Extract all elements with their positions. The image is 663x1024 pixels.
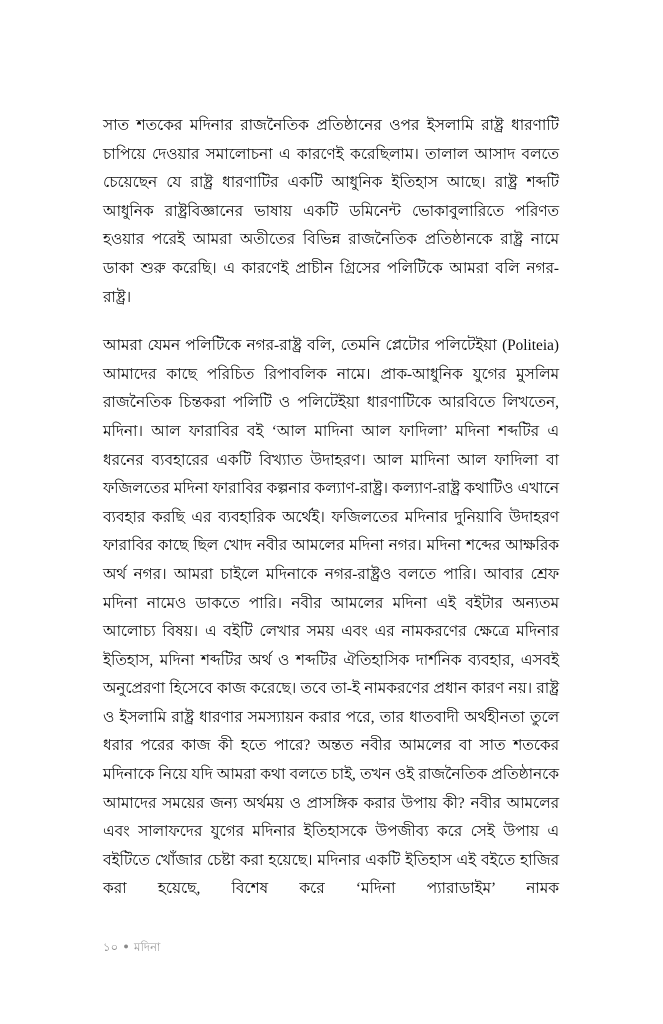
paragraph-2-segment-2: আমাদের কাছে পরিচিত রিপাবলিক নামে। প্রাক-আধুনিক যুগের মুসলিম রাজনৈতিক চিন্তকরা পলিটি ও পলিটেইয়া ধারণাটিকে আরবিতে লিখতেন, মদিনা। আল ফারাবির বই ‘আল মাদিনা আল ফাদিলা’ মদিনা শব্দটির এ ধরনের ব্যবহারের একটি বিখ্যাত উদাহরণ। আল মাদিনা আল ফাদিলা বা ফজিলতের মদিনা ফারাবির কল্পনার কল্যাণ-রাষ্ট্র। কল্যাণ-রাষ্ট্র কথাটিও এখানে ব্যবহার করছি এর ব্যবহারিক অর্থেই। ফজিলতের মদিনার দুনিয়াবি উদাহরণ ফারাবির কাছে ছিল খোদ নবীর আমলের মদিনা নগর। মদিনা শব্দের আক্ষরিক অর্থ নগর। আমরা চাইলে মদিনাকে নগর-রাষ্ট্রও বলতে পারি। আবার শ্রেফ মদিনা নামেও ডাকতে পারি। নবীর আমলের মদিনা এই বইটার অন্যতম আলোচ্য বিষয়। এ বইটি লেখার সময় এবং এর নামকরণের ক্ষেত্রে মদিনার ইতিহাস, মদিনা শব্দটির অর্থ ও শব্দটির ঐতিহাসিক দার্শনিক ব্যবহার, এসবই অনুপ্রেরণা হিসেবে কাজ করেছে। তবে তা-ই নামকরণের প্রধান কারণ নয়। রাষ্ট্র ও ইসলামি রাষ্ট্র ধারণার সমস্যায়ন করার পরে, তার ধাতবাদী অর্থহীনতা তুলে ধরার পরের কাজ কী হতে পারে? অন্তত নবীর আমলের বা সাত শতকের মদিনাকে নিয়ে যদি আমরা কথা বলতে চাই, তখন ওই রাজনৈতিক প্রতিষ্ঠানকে আমাদের সময়ের জন্য অর্থময় ও প্রাসঙ্গিক করার উপায় কী? নবীর আমলের এবং সালাফদের যুগের মদিনার ইতিহাসকে উপজীব্য করে সেই উপায় এ বইটিতে খোঁজার চেষ্টা করা হয়েছে। মদিনার একটি ইতিহাস এই বইতে হাজির করা হয়েছে, বিশেষ করে ‘মদিনা প্যারাডাইম’ নামক: [103, 365, 559, 898]
paragraph-2-segment-1: আমরা যেমন পলিটিকে নগর-রাষ্ট্র বলি, তেমনি প্লেটোর পলিটেইয়া: [103, 337, 503, 355]
page-footer: [103, 938, 559, 956]
footer-book-title: মদিনা: [133, 942, 161, 954]
footer-page-number: ১০: [103, 942, 119, 954]
latin-term-politeia: (Politeia): [502, 337, 559, 355]
page-text-column: [103, 112, 559, 904]
footer-separator-dot: ●: [123, 941, 129, 951]
body-paragraph-2: [103, 332, 559, 904]
body-paragraph-1: সাত শতকের মদিনার রাজনৈতিক প্রতিষ্ঠানের ওপর ইসলামি রাষ্ট্র ধারণাটি চাপিয়ে দেওয়ার সমালোচনা এ কারণেই করেছিলাম। তালাল আসাদ বলতে চেয়েছেন যে রাষ্ট্র ধারণাটির একটি আধুনিক ইতিহাস আছে। রাষ্ট্র শব্দটি আধুনিক রাষ্ট্রবিজ্ঞানের ভাষায় একটি ডমিনেন্ট ভোকাবুলারিতে পরিণত হওয়ার পরেই আমরা অতীতের বিভিন্ন রাজনৈতিক প্রতিষ্ঠানকে রাষ্ট্র নামে ডাকা শুরু করেছি। এ কারণেই প্রাচীন গ্রিসের পলিটিকে আমরা বলি নগর-রাষ্ট্র।: [103, 117, 559, 306]
